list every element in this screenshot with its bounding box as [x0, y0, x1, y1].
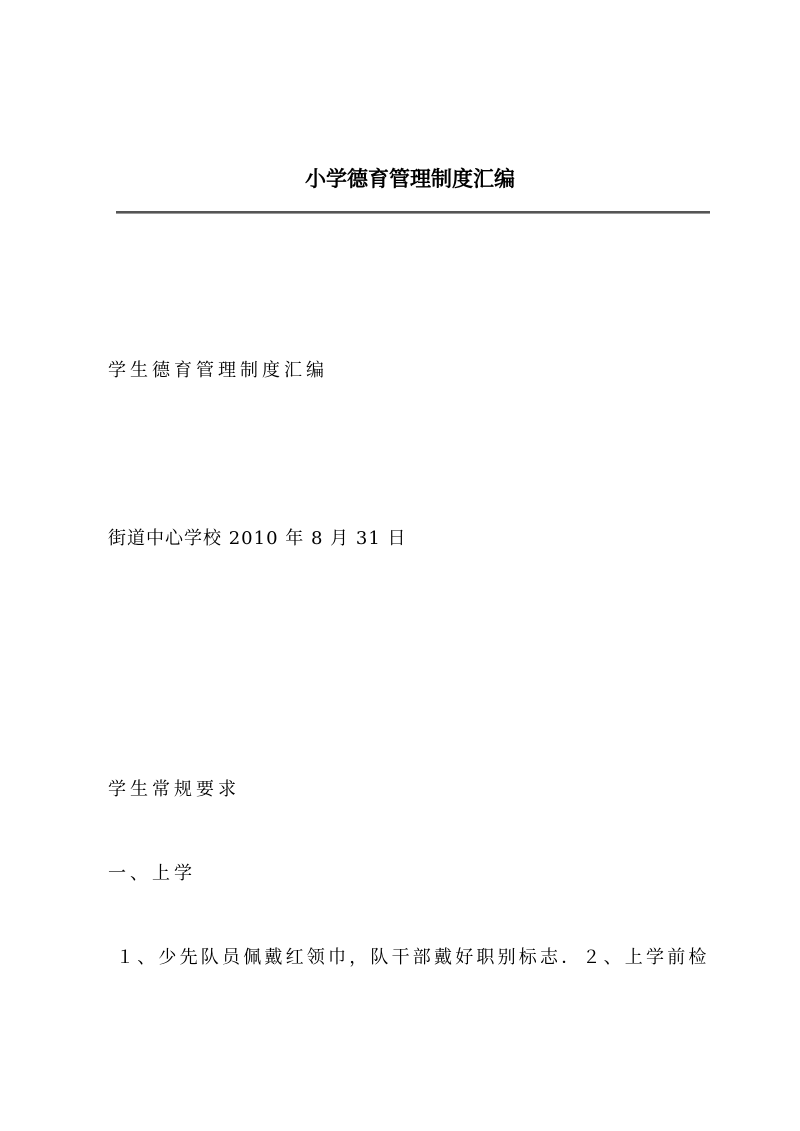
page-header-title: 小学德育管理制度汇编 [305, 166, 515, 191]
subsection-heading: 一、上学 [108, 863, 196, 884]
paragraph-line: １、少先队员佩戴红领巾，队干部戴好职别标志．２、上学前检 [116, 947, 710, 968]
document-date-line: 街道中心学校 2010 年 8 月 31 日 [108, 528, 407, 549]
section-title: 学生常规要求 [108, 779, 240, 800]
document-title: 学生德育管理制度汇编 [108, 360, 328, 381]
header-divider [116, 211, 710, 214]
